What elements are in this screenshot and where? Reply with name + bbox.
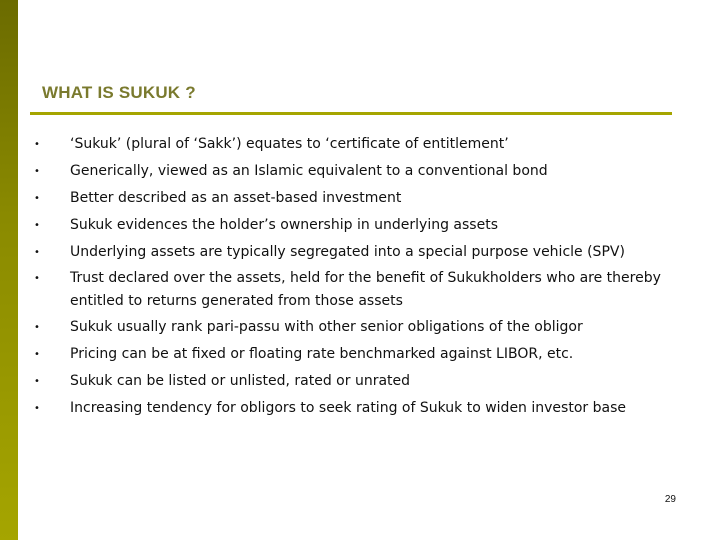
list-item: [30, 133, 690, 156]
bullet-icon: •: [34, 403, 40, 414]
bullet-text: Sukuk evidences the holder’s ownership in underlying assets: [70, 217, 498, 233]
list-item: [30, 370, 690, 393]
bullet-text: Sukuk usually rank pari-passu with other senior obligations of the obligor: [70, 319, 583, 335]
list-item: [30, 397, 690, 420]
page-number: 29: [664, 494, 676, 505]
list-item: [30, 267, 690, 313]
bullet-text: Trust declared over the assets, held for the benefit of Sukukholders who are thereby entitled to returns generated from those assets: [70, 270, 661, 309]
bullet-text: Better described as an asset-based investment: [70, 190, 402, 206]
bullet-icon: •: [34, 273, 40, 284]
title-underline: [30, 112, 672, 115]
bullet-text: Generically, viewed as an Islamic equivalent to a conventional bond: [70, 163, 548, 179]
list-item: [30, 214, 690, 237]
bullet-icon: •: [34, 139, 40, 150]
list-item: [30, 160, 690, 183]
bullet-icon: •: [34, 166, 40, 177]
bullet-text: Underlying assets are typically segregated into a special purpose vehicle (SPV): [70, 244, 625, 260]
bullet-text: ‘Sukuk’ (plural of ‘Sakk’) equates to ‘certificate of entitlement’: [70, 136, 509, 152]
list-item: [30, 343, 690, 366]
bullet-text: Increasing tendency for obligors to seek rating of Sukuk to widen investor base: [70, 400, 626, 416]
bullet-icon: •: [34, 193, 40, 204]
bullet-icon: •: [34, 220, 40, 231]
bullet-text: Sukuk can be listed or unlisted, rated or unrated: [70, 373, 411, 389]
bullet-list: [30, 133, 690, 420]
sidebar-bar: [0, 0, 18, 540]
bullet-icon: •: [34, 322, 40, 333]
list-item: [30, 241, 690, 264]
bullet-icon: •: [34, 376, 40, 387]
list-item: [30, 316, 690, 339]
bullet-text: Pricing can be at fixed or floating rate benchmarked against LIBOR, etc.: [70, 346, 574, 362]
bullet-icon: •: [34, 247, 40, 258]
list-item: [30, 187, 690, 210]
bullet-icon: •: [34, 349, 40, 360]
slide-title: WHAT IS SUKUK ?: [42, 83, 196, 102]
